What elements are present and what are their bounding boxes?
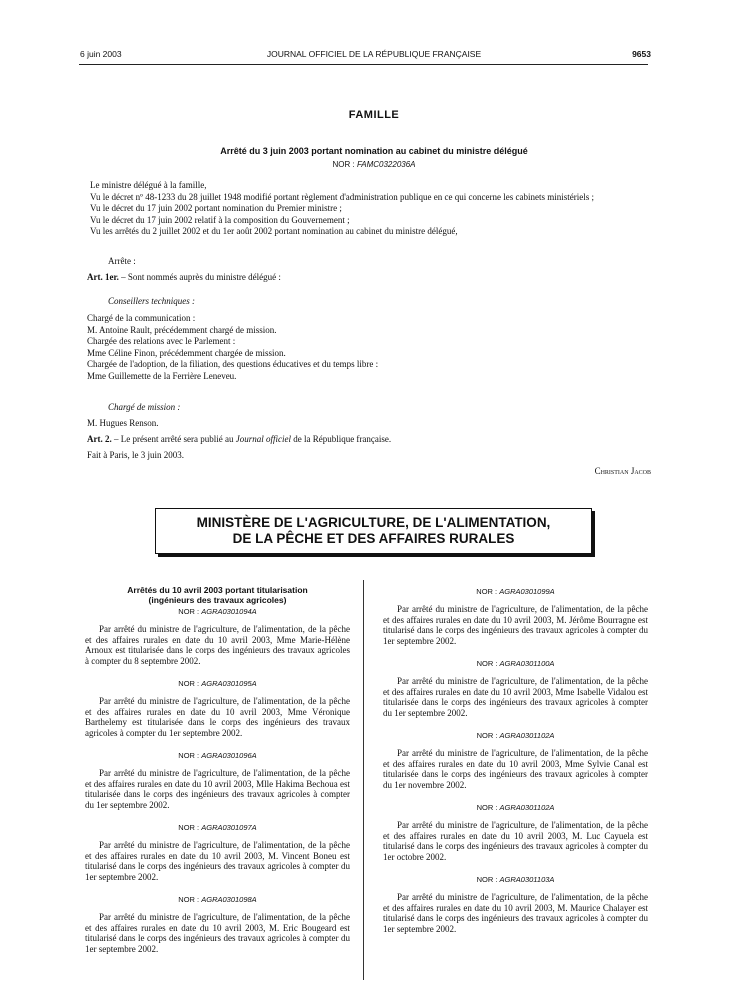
nor-label: NOR :: [476, 658, 498, 668]
conseillers-heading: Conseillers techniques :: [108, 296, 195, 306]
header-rule: [79, 64, 648, 65]
conseiller-line: Mme Céline Finon, précédemment chargée de mission.: [87, 347, 286, 358]
decree-entry: Par arrêté du ministre de l'agriculture, de l'alimentation, de la pêche et des affaires rurales en date du 10 avril 2003, M. Eric Bougeard est titularisé dans le corps des ingénieurs des travaux agricoles à compter du 1er septembre 2002.: [85, 911, 350, 955]
nor-line: [85, 679, 350, 690]
nor-label: NOR :: [332, 160, 355, 169]
decree-entry: Par arrêté du ministre de l'agriculture, de l'alimentation, de la pêche et des affaires rurales en date du 10 avril 2003, M. Vincent Boneu est titularisé dans le corps des ingénieurs des travaux agricoles à compter du 1er septembre 2002.: [85, 839, 350, 883]
nor-line: [85, 895, 350, 906]
left-title-line-2: (ingénieurs des travaux agricoles): [148, 595, 287, 605]
article-2-text-end: de la République française.: [290, 434, 392, 444]
nor-label: NOR :: [476, 730, 498, 740]
nor-line: [85, 823, 350, 834]
decree-entry: Par arrêté du ministre de l'agriculture, de l'alimentation, de la pêche et des affaires rurales en date du 10 avril 2003, M. Luc Cayuela est titularisé dans le corps des ingénieurs des travaux agricoles à compter du 1er octobre 2002.: [383, 819, 648, 863]
arrete-nor: [0, 160, 748, 169]
preamble-line: Le ministre délégué à la famille,: [90, 180, 207, 190]
nor-code: FAMC0322036A: [356, 160, 416, 169]
column-divider: [363, 580, 364, 980]
arrete-title: Arrêté du 3 juin 2003 portant nomination au cabinet du ministre délégué: [220, 146, 528, 156]
nor-label: NOR :: [178, 822, 200, 832]
nor-line: [383, 659, 648, 670]
article-1: [87, 272, 647, 284]
nor-code: AGRA0301099A: [499, 587, 555, 596]
nor-label: NOR :: [476, 587, 498, 596]
decree-entry: Par arrêté du ministre de l'agriculture, de l'alimentation, de la pêche et des affaires rurales en date du 10 avril 2003, Mme Isabelle Vidalou est titularisée dans le corps des ingénieurs des travaux agricoles à compter du 1er septembre 2002.: [383, 675, 648, 719]
mission-heading: Chargé de mission :: [108, 402, 181, 412]
nor-label: NOR :: [476, 802, 498, 812]
decree-entry: Par arrêté du ministre de l'agriculture, de l'alimentation, de la pêche et des affaires rurales en date du 10 avril 2003, Mme Sylvie Canal est titularisée dans le corps des ingénieurs des travaux agricoles à compter du 1er novembre 2002.: [383, 747, 648, 791]
nor-code: AGRA0301098A: [201, 894, 257, 904]
nor-line: [383, 587, 648, 598]
decree-entry: Par arrêté du ministre de l'agriculture, de l'alimentation, de la pêche et des affaires rurales en date du 10 avril 2003, Mme Marie-Hélène Arnoux est titularisée dans le corps des ingénieurs des travaux agricoles à compter du 8 septembre 2002.: [85, 623, 350, 667]
mission-person: M. Hugues Renson.: [87, 418, 159, 428]
header-page-number: 9653: [632, 49, 651, 59]
nor-label: NOR :: [178, 607, 200, 616]
section-title: FAMILLE: [348, 109, 400, 121]
nor-code: AGRA0301102A: [499, 730, 555, 740]
nor-label: NOR :: [476, 874, 498, 884]
conseiller-line: Mme Guillemette de la Ferrière Leneveu.: [87, 370, 237, 381]
left-title-line-1: Arrêtés du 10 avril 2003 portant titularisation: [127, 585, 308, 595]
ministry-banner: [155, 508, 592, 554]
header-journal-title: JOURNAL OFFICIEL DE LA RÉPUBLIQUE FRANÇAISE: [266, 49, 482, 59]
conseillers-list: [87, 313, 647, 382]
decree-entry: Par arrêté du ministre de l'agriculture, de l'alimentation, de la pêche et des affaires rurales en date du 10 avril 2003, M. Maurice Chalayer est titularisé dans le corps des ingénieurs des travaux agricoles à compter du 1er septembre 2002.: [383, 891, 648, 935]
nor-code: AGRA0301100A: [499, 658, 555, 668]
nor-line: [85, 751, 350, 762]
nor-code: AGRA0301097A: [201, 822, 257, 832]
left-column: [85, 585, 350, 967]
nor-label: NOR :: [178, 750, 200, 760]
nor-line: [383, 731, 648, 742]
ministry-line-2: DE LA PÊCHE ET DES AFFAIRES RURALES: [232, 531, 515, 546]
nor-code: AGRA0301103A: [499, 874, 555, 884]
signature: Christian Jacob: [594, 466, 651, 476]
right-column: [383, 587, 648, 947]
article-1-label: Art. 1er.: [87, 272, 119, 282]
preamble-line: Vu le décret nº 48-1233 du 28 juillet 1948 modifié portant règlement d'administration publique en ce qui concerne les cabinets ministériels ;: [90, 191, 594, 202]
decree-entry: Par arrêté du ministre de l'agriculture, de l'alimentation, de la pêche et des affaires rurales en date du 10 avril 2003, Mlle Hakima Bechoua est titularisée dans le corps des ingénieurs des travaux agricoles à compter du 1er septembre 2002.: [85, 767, 350, 811]
nor-line: [383, 875, 648, 886]
header-date: 6 juin 2003: [80, 49, 122, 59]
nor-code: AGRA0301096A: [201, 750, 257, 760]
nor-label: NOR :: [178, 894, 200, 904]
journal-officiel-ref: Journal officiel: [235, 434, 291, 444]
article-2: [87, 434, 647, 446]
decree-entry: Par arrêté du ministre de l'agriculture, de l'alimentation, de la pêche et des affaires rurales en date du 10 avril 2003, Mme Véronique Barthelemy est titularisée dans le corps des ingénieurs des travaux agricoles à compter du 1er septembre 2002.: [85, 695, 350, 739]
ministry-line-1: MINISTÈRE DE L'AGRICULTURE, DE L'ALIMENTATION,: [196, 515, 551, 530]
article-1-text: – Sont nommés auprès du ministre délégué :: [118, 272, 281, 282]
conseiller-line: Chargée des relations avec le Parlement :: [87, 336, 236, 346]
arrete-preamble: [87, 180, 647, 238]
decree-entry: Par arrêté du ministre de l'agriculture, de l'alimentation, de la pêche et des affaires rurales en date du 10 avril 2003, M. Jérôme Bourragne est titularisé dans le corps des ingénieurs des travaux agricoles à compter du 1er septembre 2002.: [383, 603, 648, 647]
nor-line: [383, 803, 648, 814]
fait-a-paris: Fait à Paris, le 3 juin 2003.: [87, 450, 184, 460]
nor-code: AGRA0301102A: [499, 802, 555, 812]
nor-code: AGRA0301094A: [201, 607, 257, 616]
preamble-line: Vu le décret du 17 juin 2002 relatif à la composition du Gouvernement ;: [90, 214, 350, 225]
preamble-line: Vu les arrêtés du 2 juillet 2002 et du 1er août 2002 portant nomination au cabinet du ministre délégué,: [90, 226, 458, 236]
nor-code: AGRA0301095A: [201, 678, 257, 688]
conseiller-line: Chargée de l'adoption, de la filiation, des questions éducatives et du temps libre :: [87, 359, 379, 369]
arrete-word: Arrête :: [108, 256, 136, 266]
nor-line: [85, 607, 350, 618]
article-2-text: – Le présent arrêté sera publié au: [111, 434, 236, 444]
conseiller-line: Chargé de la communication :: [87, 313, 196, 323]
conseiller-line: M. Antoine Rault, précédemment chargé de mission.: [87, 324, 277, 335]
nor-label: NOR :: [178, 678, 200, 688]
preamble-line: Vu le décret du 17 juin 2002 portant nomination du Premier ministre ;: [90, 203, 342, 213]
article-2-label: Art. 2.: [87, 434, 112, 444]
